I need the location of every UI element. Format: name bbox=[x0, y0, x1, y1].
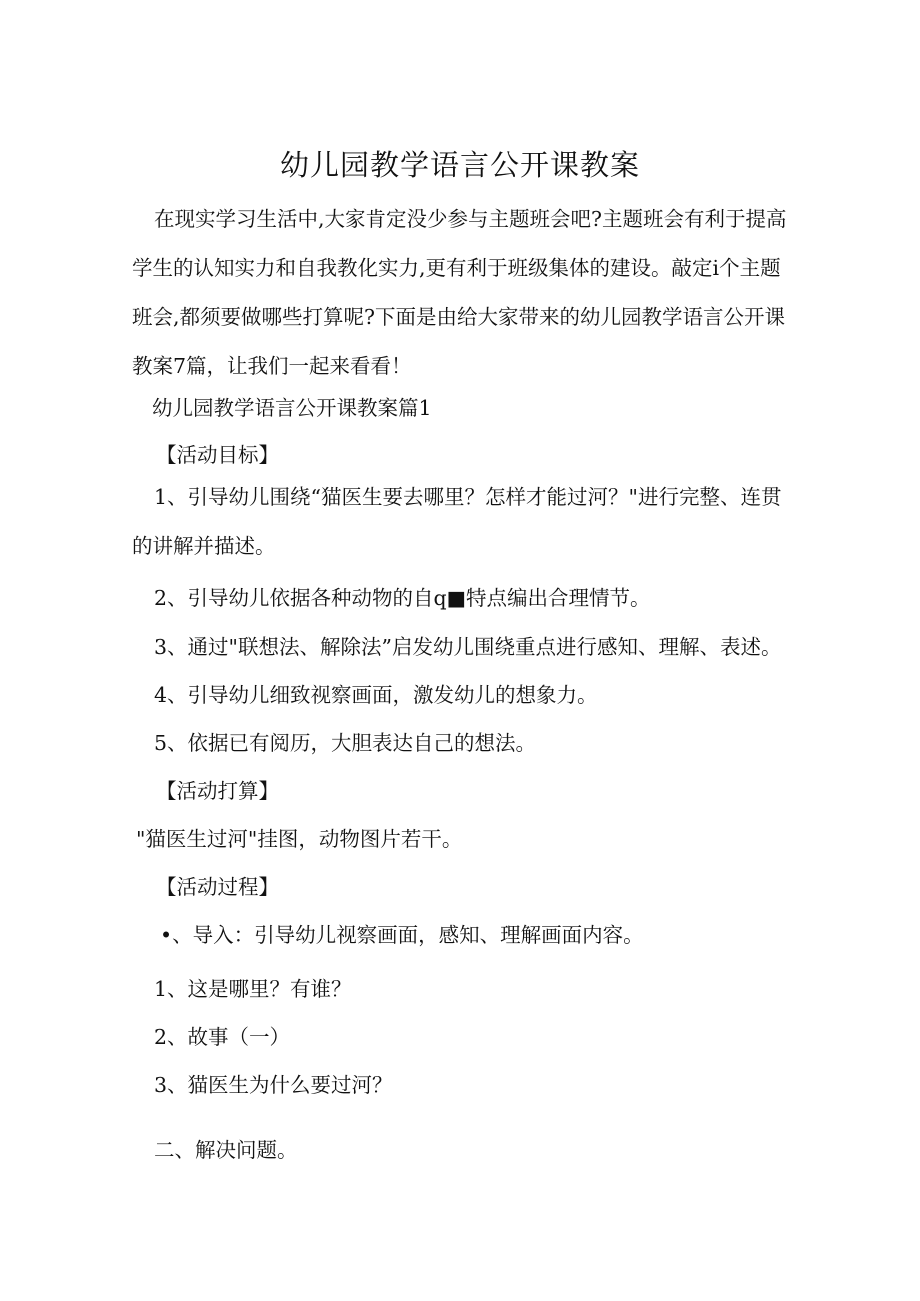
document-title: 幼儿园教学语言公开课教案 bbox=[279, 148, 640, 182]
goal-item-4: 4、引导幼儿细致视察画面，激发幼儿的想象力。 bbox=[154, 683, 598, 707]
process-heading: 【活动过程】 bbox=[156, 875, 279, 899]
prep-heading: 【活动打算】 bbox=[156, 779, 279, 803]
part-two-heading: 二、解决问题。 bbox=[154, 1138, 298, 1162]
goal-item-5: 5、依据已有阅历，大胆表达自己的想法。 bbox=[154, 731, 537, 755]
prep-text: "猫医生过河"挂图，动物图片若干。 bbox=[136, 827, 463, 851]
process-item-3: 3、猫医生为什么要过河？ bbox=[154, 1073, 393, 1097]
intro-paragraph: 在现实学习生活中,大家肯定没少参与主题班会吧?主题班会有利于提高学生的认知实力和自我教化实力,更有利于班级集体的建设。敲定i个主题班会,都须要做哪些打算呢?下面是由给大家带来的幼儿园教学语言公开课教案7篇，让我们一起来看看！ bbox=[132, 207, 787, 378]
goal-item-3: 3、通过"联想法、解除法”启发幼儿围绕重点进行感知、理解、表述。 bbox=[154, 635, 782, 659]
process-item-2: 2、故事（一） bbox=[154, 1025, 291, 1049]
goals-heading: 【活动目标】 bbox=[156, 443, 279, 467]
goal-item-2: 2、引导幼儿依据各种动物的自q■特点编出合理情节。 bbox=[154, 586, 651, 610]
section-heading: 幼儿园教学语言公开课教案篇1 bbox=[152, 396, 432, 420]
process-item-1: 1、这是哪里？有谁？ bbox=[154, 977, 352, 1001]
process-intro: •、导入：引导幼儿视察画面，感知、理解画面内容。 bbox=[160, 923, 644, 947]
goal-item-1: 1、引导幼儿围绕“猫医生要去哪里？怎样才能过河？"进行完整、连贯的讲解并描述。 bbox=[132, 485, 782, 558]
